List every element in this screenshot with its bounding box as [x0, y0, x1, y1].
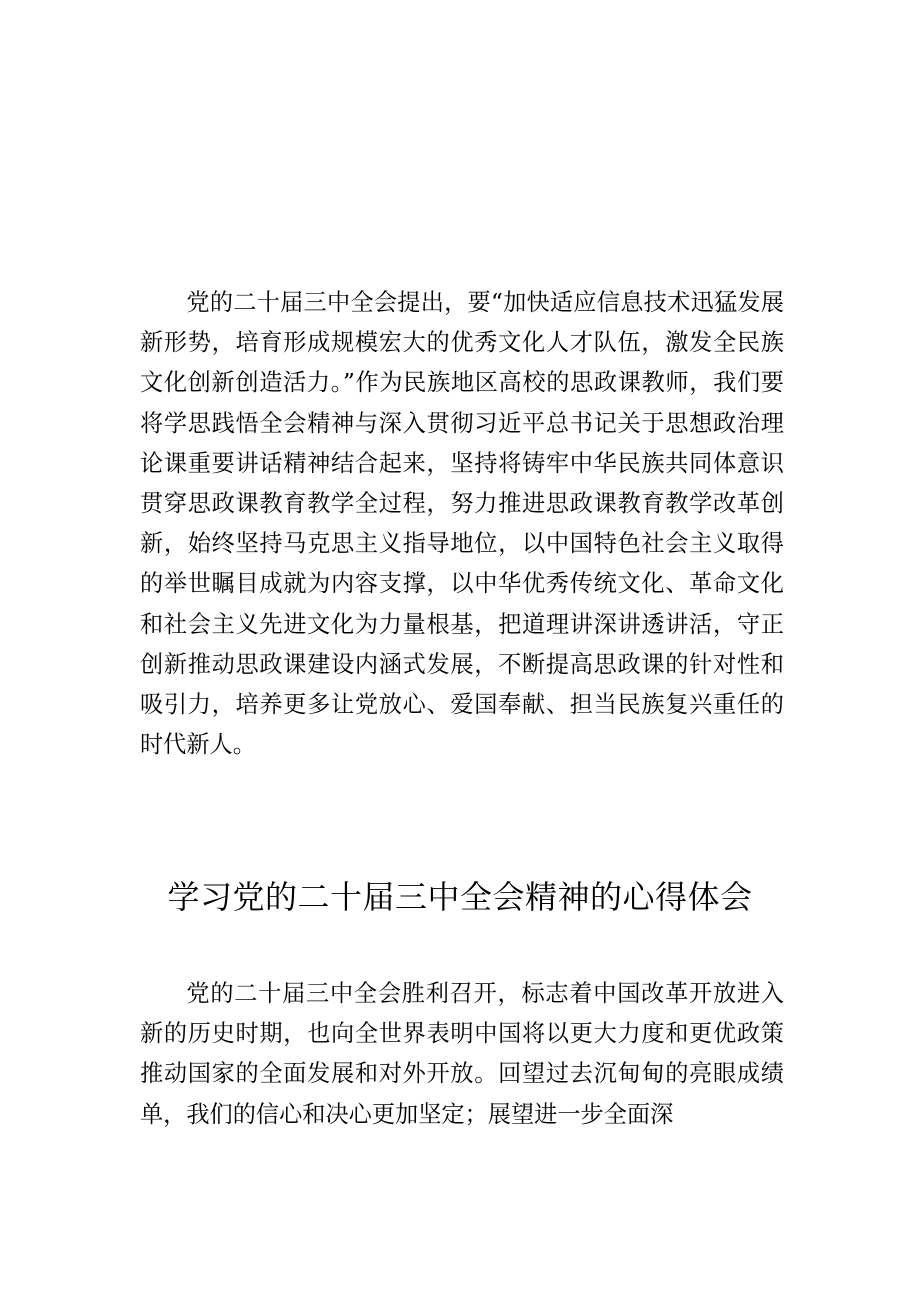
body-paragraph-2: 党的二十届三中全会胜利召开，标志着中国改革开放进入新的历史时期，也向全世界表明中国将以更大力度和更优政策推动国家的全面发展和对外开放。回望过去沉甸甸的亮眼成绩单，我们的信心和决心更加坚定；展望进一步全面深	[140, 980, 784, 1128]
section-heading: 学习党的二十届三中全会精神的心得体会	[167, 878, 753, 916]
body-paragraph-1: 党的二十届三中全会提出，要“加快适应信息技术迅猛发展新形势，培育形成规模宏大的优秀文化人才队伍，激发全民族文化创新创造活力。”作为民族地区高校的思政课教师，我们要将学思践悟全会精神与深入贯彻习近平总书记关于思想政治理论课重要讲话精神结合起来，坚持将铸牢中华民族共同体意识贯穿思政课教育教学全过程，努力推进思政课教育教学改革创新，始终坚持马克思主义指导地位，以中国特色社会主义取得的举世瞩目成就为内容支撑，以中华优秀传统文化、革命文化和社会主义先进文化为力量根基，把道理讲深讲透讲活，守正创新推动思政课建设内涵式发展，不断提高思政课的针对性和吸引力，培养更多让党放心、爱国奉献、担当民族复兴重任的时代新人。	[140, 289, 784, 759]
